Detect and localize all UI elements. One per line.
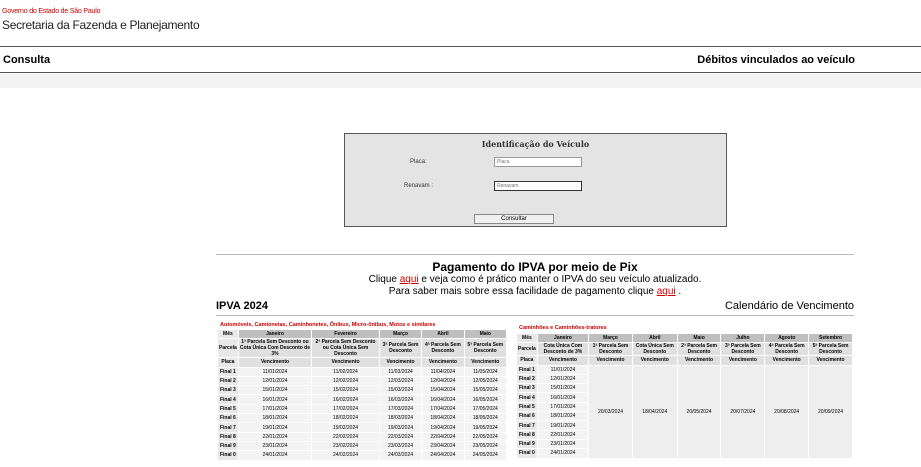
trucks-caption: Caminhões e Caminhões-tratores xyxy=(519,325,607,331)
placa-label: Placa: xyxy=(410,159,427,165)
date-cell: 22/03/2024 xyxy=(380,433,421,441)
date-cell: 16/02/2024 xyxy=(312,395,379,403)
pix-heading: Pagamento do IPVA por meio de Pix xyxy=(432,260,638,274)
vencimento-header: Vencimento xyxy=(312,358,379,366)
month-header: Abril xyxy=(633,334,677,342)
parcela-header: 4ª Parcela Sem Desconto xyxy=(422,339,463,357)
final-label: Final 7 xyxy=(518,422,535,429)
secretaria-title: Secretaria da Fazenda e Planejamento xyxy=(2,18,200,32)
date-cell: 11/02/2024 xyxy=(312,368,379,376)
gray-band xyxy=(0,74,921,88)
final-label: Final 0 xyxy=(518,450,535,457)
date-cell: 22/01/2024 xyxy=(239,433,311,441)
final-label: Final 1 xyxy=(518,366,535,373)
mes-label: Mês xyxy=(517,334,537,342)
autos-calendar-table xyxy=(217,329,507,461)
placa-label: Placa xyxy=(517,356,537,364)
date-cell: 22/04/2024 xyxy=(422,433,463,441)
gov-label: Governo do Estado de São Paulo xyxy=(2,8,101,15)
final-label: Final 1 xyxy=(219,368,236,375)
date-cell: 23/01/2024 xyxy=(538,440,588,448)
autos-month-row xyxy=(218,330,506,338)
autos-caption: Automóveis, Camionetas, Caminhonetes, Ônibus, Micro-ônibus, Motos e similares xyxy=(220,322,436,328)
date-cell: 16/05/2024 xyxy=(465,395,506,403)
vencimento-header: Vencimento xyxy=(380,358,421,366)
date-cell: 16/01/2024 xyxy=(538,393,588,401)
date-cell: 15/01/2024 xyxy=(239,386,311,394)
date-cell: 22/01/2024 xyxy=(538,431,588,439)
date-cell: 18/05/2024 xyxy=(465,414,506,422)
trucks-calendar-table xyxy=(516,333,853,459)
date-cell: 19/02/2024 xyxy=(312,423,379,431)
pix-text-2b: . xyxy=(675,286,682,297)
pix-section xyxy=(216,254,854,298)
date-cell: 23/04/2024 xyxy=(422,442,463,450)
date-cell: 15/05/2024 xyxy=(465,386,506,394)
final-label: Final 0 xyxy=(219,452,236,459)
nav-bar xyxy=(0,46,921,73)
date-cell: 18/01/2024 xyxy=(239,414,311,422)
parcela-header: 3ª Parcela Sem Desconto xyxy=(380,339,421,357)
date-cell: 17/03/2024 xyxy=(380,405,421,413)
month-header: Janeiro xyxy=(239,330,311,338)
date-cell: 18/03/2024 xyxy=(380,414,421,422)
date-cell: 12/05/2024 xyxy=(465,377,506,385)
parcela-header: Cota Única Sem Desconto xyxy=(633,343,677,355)
parcela-label: Parcela xyxy=(517,343,537,355)
date-cell: 22/02/2024 xyxy=(312,433,379,441)
form-title: Identificação do Veículo xyxy=(481,139,590,149)
final-label: Final 9 xyxy=(219,443,236,450)
date-cell: 17/05/2024 xyxy=(465,405,506,413)
month-header: Julho xyxy=(721,334,764,342)
month-header: Março xyxy=(589,334,632,342)
date-cell: 17/01/2024 xyxy=(538,403,588,411)
final-label: Final 7 xyxy=(219,424,236,431)
date-cell: 24/01/2024 xyxy=(538,449,588,457)
date-cell: 24/03/2024 xyxy=(380,451,421,459)
table-row xyxy=(517,366,852,374)
final-label: Final 3 xyxy=(219,387,236,394)
vencimento-header: Vencimento xyxy=(538,356,588,364)
final-label: Final 3 xyxy=(518,385,535,392)
merged-date-cell: 20/08/2024 xyxy=(765,366,808,458)
merged-date-cell: 18/04/2024 xyxy=(633,366,677,458)
date-cell: 15/02/2024 xyxy=(312,386,379,394)
pix-line-1 xyxy=(216,274,854,286)
final-label: Final 4 xyxy=(518,394,535,401)
date-cell: 23/05/2024 xyxy=(465,442,506,450)
table-row xyxy=(218,377,506,385)
date-cell: 11/05/2024 xyxy=(465,368,506,376)
month-header: Janeiro xyxy=(538,334,588,342)
date-cell: 11/01/2024 xyxy=(538,366,588,374)
date-cell: 12/03/2024 xyxy=(380,377,421,385)
month-header: Maio xyxy=(678,334,721,342)
date-cell: 16/04/2024 xyxy=(422,395,463,403)
renavam-label: Renavam : xyxy=(404,183,434,189)
date-cell: 17/01/2024 xyxy=(239,405,311,413)
table-row xyxy=(218,442,506,450)
nav-debitos[interactable]: Débitos vinculados ao veículo xyxy=(697,54,855,66)
parcela-header: 2ª Parcela Sem Desconto ou Cota Única Sem Desconto xyxy=(312,339,379,357)
date-cell: 11/04/2024 xyxy=(422,368,463,376)
month-header: Abril xyxy=(422,330,463,338)
vencimento-header: Vencimento xyxy=(678,356,721,364)
vencimento-header: Vencimento xyxy=(633,356,677,364)
pix-link-2[interactable]: aqui xyxy=(656,286,676,297)
date-cell: 11/01/2024 xyxy=(239,368,311,376)
table-row xyxy=(218,433,506,441)
final-label: Final 5 xyxy=(219,405,236,412)
calendar-title: Calendário de Vencimento xyxy=(724,300,854,312)
vencimento-header: Vencimento xyxy=(765,356,808,364)
table-row xyxy=(218,451,506,459)
month-header: Agosto xyxy=(765,334,808,342)
date-cell: 15/04/2024 xyxy=(422,386,463,394)
date-cell: 18/02/2024 xyxy=(312,414,379,422)
date-cell: 16/01/2024 xyxy=(239,395,311,403)
pix-line-2 xyxy=(216,286,854,298)
date-cell: 12/01/2024 xyxy=(538,375,588,383)
month-header: Maio xyxy=(465,330,506,338)
table-row xyxy=(218,423,506,431)
date-cell: 11/03/2024 xyxy=(380,368,421,376)
trucks-month-row xyxy=(517,334,852,342)
date-cell: 24/04/2024 xyxy=(422,451,463,459)
date-cell: 16/03/2024 xyxy=(380,395,421,403)
table-row xyxy=(218,386,506,394)
vencimento-header: Vencimento xyxy=(721,356,764,364)
merged-date-cell: 20/07/2024 xyxy=(721,366,764,458)
parcela-header: 5ª Parcela Sem Desconto xyxy=(809,343,852,355)
date-cell: 19/05/2024 xyxy=(465,423,506,431)
date-cell: 24/01/2024 xyxy=(239,451,311,459)
final-label: Final 9 xyxy=(518,441,535,448)
date-cell: 23/01/2024 xyxy=(239,442,311,450)
vencimento-header: Vencimento xyxy=(239,358,311,366)
trucks-parcela-row xyxy=(517,343,852,355)
date-cell: 19/03/2024 xyxy=(380,423,421,431)
placa-input[interactable] xyxy=(494,157,582,167)
final-label: Final 8 xyxy=(219,433,236,440)
final-label: Final 5 xyxy=(518,403,535,410)
parcela-header: 4ª Parcela Sem Desconto xyxy=(765,343,808,355)
nav-consulta[interactable]: Consulta xyxy=(3,54,51,66)
pix-text-1b: e veja como é prático manter o IPVA do seu veículo atualizado. xyxy=(418,274,702,285)
parcela-header: 1ª Parcela Sem Desconto ou Cota Única Com Desconto de 3% xyxy=(240,339,311,358)
vencimento-header: Vencimento xyxy=(809,356,852,364)
table-row xyxy=(218,395,506,403)
parcela-header: 2ª Parcela Sem Desconto xyxy=(678,343,721,355)
ipva-title: IPVA 2024 xyxy=(216,300,268,312)
date-cell: 23/03/2024 xyxy=(380,442,421,450)
date-cell: 12/01/2024 xyxy=(239,377,311,385)
table-row xyxy=(218,405,506,413)
month-header: Março xyxy=(380,330,421,338)
vencimento-header: Vencimento xyxy=(422,358,463,366)
date-cell: 24/05/2024 xyxy=(465,451,506,459)
parcela-header: 3ª Parcela Sem Desconto xyxy=(721,343,764,355)
parcela-header: Cota Única Com Desconto de 3% xyxy=(538,343,588,355)
date-cell: 19/01/2024 xyxy=(239,423,311,431)
mes-label: Mês xyxy=(218,330,238,338)
final-label: Final 6 xyxy=(219,415,236,422)
date-cell: 18/01/2024 xyxy=(538,412,588,420)
date-cell: 15/01/2024 xyxy=(538,384,588,392)
date-cell: 15/03/2024 xyxy=(380,386,421,394)
parcela-label: Parcela xyxy=(218,339,238,357)
pix-text-1a: Clique xyxy=(368,274,400,285)
date-cell: 12/04/2024 xyxy=(422,377,463,385)
renavam-input[interactable] xyxy=(494,181,582,191)
date-cell: 12/02/2024 xyxy=(312,377,379,385)
trucks-placa-row xyxy=(517,356,852,364)
parcela-header: 5ª Parcela Sem Desconto xyxy=(465,339,506,357)
merged-date-cell: 20/09/2024 xyxy=(809,366,852,458)
month-header: Fevereiro xyxy=(312,330,379,338)
date-cell: 17/04/2024 xyxy=(422,405,463,413)
merged-date-cell: 20/03/2024 xyxy=(589,366,632,458)
final-label: Final 4 xyxy=(219,396,236,403)
placa-label: Placa xyxy=(218,358,238,366)
autos-parcela-row xyxy=(218,339,506,357)
date-cell: 19/04/2024 xyxy=(422,423,463,431)
date-cell: 19/01/2024 xyxy=(538,421,588,429)
date-cell: 23/02/2024 xyxy=(312,442,379,450)
site-header xyxy=(0,0,921,46)
date-cell: 24/02/2024 xyxy=(312,451,379,459)
parcela-header: 1ª Parcela Sem Desconto xyxy=(589,343,632,355)
final-label: Final 6 xyxy=(518,413,535,420)
merged-date-cell: 20/05/2024 xyxy=(678,366,721,458)
vencimento-header: Vencimento xyxy=(465,358,506,366)
vehicle-id-form xyxy=(344,133,727,227)
table-row xyxy=(218,368,506,376)
date-cell: 18/04/2024 xyxy=(422,414,463,422)
date-cell: 22/05/2024 xyxy=(465,433,506,441)
consultar-button[interactable]: Consultar xyxy=(474,214,554,224)
table-row xyxy=(218,414,506,422)
month-header: Setembro xyxy=(809,334,852,342)
vencimento-header: Vencimento xyxy=(589,356,632,364)
pix-text-2a: Para saber mais sobre essa facilidade de pagamento clique xyxy=(388,286,657,297)
final-label: Final 8 xyxy=(518,431,535,438)
ipva-title-row xyxy=(216,298,854,316)
autos-placa-row xyxy=(218,358,506,366)
date-cell: 17/02/2024 xyxy=(312,405,379,413)
pix-link-1[interactable]: aqui xyxy=(399,274,419,285)
final-label: Final 2 xyxy=(518,376,535,383)
final-label: Final 2 xyxy=(219,378,236,385)
